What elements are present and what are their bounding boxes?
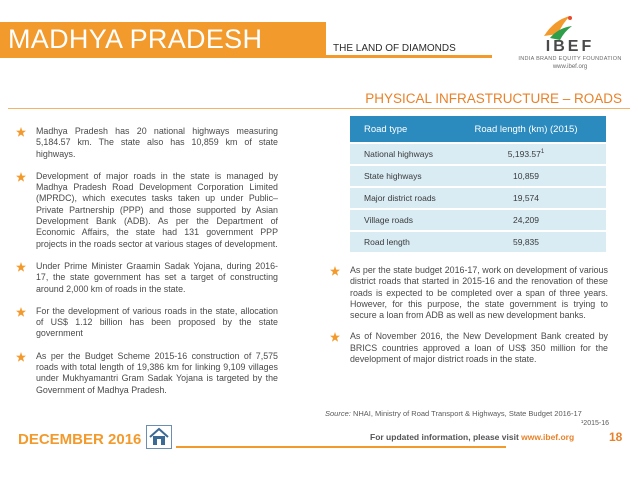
table-row xyxy=(350,230,606,252)
source-text: NHAI, Ministry of Road Transport & Highways, State Budget 2016-17 xyxy=(350,409,582,418)
page-subtitle: THE LAND OF DIAMONDS xyxy=(333,43,456,54)
title-underline xyxy=(326,55,492,58)
bullet-text: As per the Budget Scheme 2015-16 construction of 7,575 roads with total length of 19,386 km for linking 9,109 villages under Mukhyamantri Gram Sadak Yojana is targeted by the Government of Madhya Pradesh. xyxy=(36,350,278,395)
table-header-cell: Road type xyxy=(364,123,408,135)
section-title: PHYSICAL INFRASTRUCTURE – ROADS xyxy=(365,91,622,106)
table-cell: 19,574 xyxy=(513,193,539,203)
footer-prompt: For updated information, please visit xyxy=(370,432,522,442)
table-row xyxy=(350,186,606,208)
table-cell: Major district roads xyxy=(364,193,436,203)
road-length-table xyxy=(350,116,606,252)
bullet-item xyxy=(330,265,608,321)
logo-name: IBEF xyxy=(545,38,595,55)
bullet-item xyxy=(16,126,278,160)
star-bullet-icon xyxy=(16,307,26,317)
bullet-text: As of November 2016, the New Development Bank created by BRICS countries approved a loan of US$ 350 million for the development of major district roads in the state. xyxy=(350,331,608,365)
logo-tagline: INDIA BRAND EQUITY FOUNDATION xyxy=(518,56,622,62)
table-cell: National highways xyxy=(364,149,433,159)
logo-url: www.ibef.org xyxy=(552,64,588,70)
table-row xyxy=(350,208,606,230)
ibef-logo[interactable] xyxy=(510,14,630,72)
home-icon[interactable] xyxy=(146,425,172,449)
right-bullets xyxy=(330,265,608,375)
footnote-marker: 1 xyxy=(540,149,545,156)
table-cell: Road length xyxy=(364,237,410,247)
star-bullet-icon xyxy=(330,332,340,342)
bullet-text: Madhya Pradesh has 20 national highways measuring 5,184.57 km. The state also has 10,859 km of state highways. xyxy=(36,126,278,159)
star-bullet-icon xyxy=(330,266,340,276)
bullet-item xyxy=(16,171,278,250)
table-cell: 24,209 xyxy=(513,215,539,225)
table-cell xyxy=(446,149,606,159)
table-cell: 59,835 xyxy=(513,237,539,247)
table-cell: Village roads xyxy=(364,215,413,225)
table-header xyxy=(350,116,606,142)
header xyxy=(0,0,638,80)
bullet-item xyxy=(16,261,278,295)
source-note xyxy=(325,409,609,429)
table-row xyxy=(350,164,606,186)
footer-text xyxy=(370,432,574,442)
footnote: ¹2015-16 xyxy=(580,420,609,427)
table-row xyxy=(350,142,606,164)
divider xyxy=(8,108,630,109)
bullet-text: Under Prime Minister Graamin Sadak Yojana, during 2016-17, the state government has set a target of constructing around 2,000 km of roads in the state. xyxy=(36,260,278,294)
footer-url-link[interactable]: www.ibef.org xyxy=(521,432,575,442)
table-cell: 10,859 xyxy=(513,171,539,181)
table-value: 5,193.57 xyxy=(507,149,541,159)
footer-line xyxy=(176,446,506,448)
bullet-item xyxy=(16,306,278,340)
footer-date: DECEMBER 2016 xyxy=(18,431,142,448)
star-bullet-icon xyxy=(16,127,26,137)
bullet-text: As per the state budget 2016-17, work on development of various district roads that started in 2015-16 and the renovation of these roads is expected to be completed over a span of three years. However, for this purpose, the state government is trying to secure a loan from ADB as well as new development banks. xyxy=(350,265,608,321)
table-cell: State highways xyxy=(364,171,422,181)
page-title: MADHYA PRADESH xyxy=(8,24,263,54)
bullet-text: For the development of various roads in the state, allocation of US$ 1.12 billion has been proposed by the state government xyxy=(36,305,278,339)
source-label: Source: xyxy=(325,409,351,418)
star-bullet-icon xyxy=(16,352,26,362)
star-bullet-icon xyxy=(16,262,26,272)
bullet-item xyxy=(16,351,278,396)
star-bullet-icon xyxy=(16,172,26,182)
left-bullets xyxy=(16,126,278,407)
table-header-cell: Road length (km) (2015) xyxy=(474,123,578,135)
bullet-text: Development of major roads in the state is managed by Madhya Pradesh Road Development Corporation Limited (MPRDC), which executes tasks taken up under Public–Private Partnership (PPP) and those supported by Asian Development Bank (ADB). As per the Department of Economic Affairs, the state had 131 government PPP projects in the roads sector at various stages of development. xyxy=(36,170,278,249)
bullet-item xyxy=(330,331,608,365)
page-number: 18 xyxy=(609,430,623,444)
